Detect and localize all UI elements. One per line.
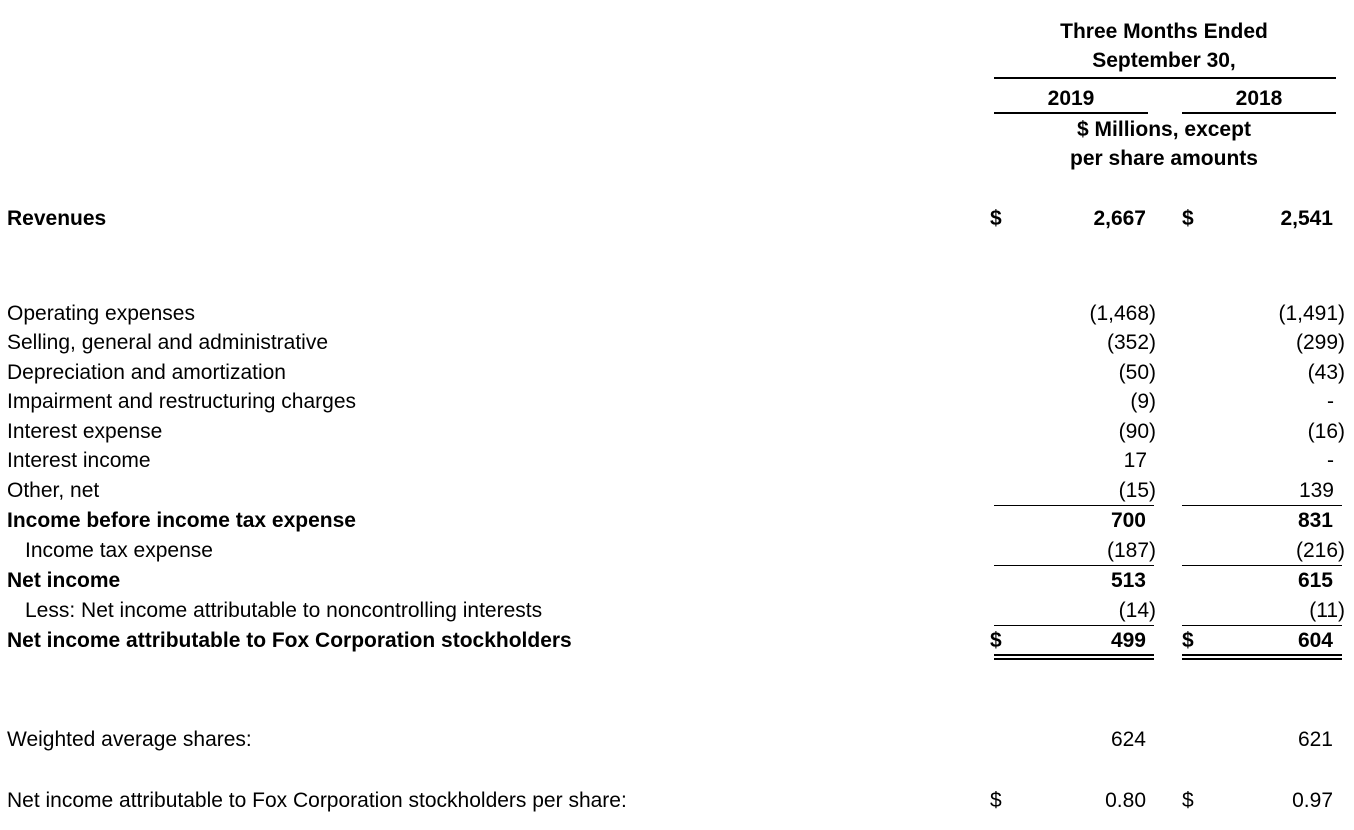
currency-symbol: $ <box>1182 629 1194 652</box>
year-2019-rule <box>994 112 1148 114</box>
value-2018-depreciation: (43) <box>1307 361 1345 384</box>
value-2018-income-before-tax: 831 <box>1297 509 1333 532</box>
value-2018-net-income-fox: 604 <box>1297 629 1333 652</box>
value-2018-weighted-shares: 621 <box>1297 728 1333 751</box>
subtotal-rule-2019 <box>994 625 1154 626</box>
value-2018-interest-expense: (16) <box>1307 420 1345 443</box>
currency-symbol: $ <box>1182 207 1194 230</box>
value-2019-interest-expense: (90) <box>1118 420 1156 443</box>
period-header-line1: Three Months Ended <box>1060 20 1268 43</box>
value-2019-sga: (352) <box>1106 331 1156 354</box>
value-2018-interest-income: - <box>1327 449 1334 472</box>
currency-symbol: $ <box>1182 789 1194 812</box>
value-2019-income-tax: (187) <box>1106 539 1156 562</box>
period-header-line2: September 30, <box>1092 49 1236 72</box>
currency-symbol: $ <box>990 207 1002 230</box>
row-label-net-income-fox: Net income attributable to Fox Corporation stockholders <box>7 629 572 652</box>
row-label-impairment: Impairment and restructuring charges <box>7 390 356 413</box>
row-label-operating-expenses: Operating expenses <box>7 302 195 325</box>
year-2019-header: 2019 <box>1047 87 1095 110</box>
year-2018-header: 2018 <box>1235 87 1283 110</box>
value-2019-revenues: 2,667 <box>1093 207 1146 230</box>
value-2018-other-net: 139 <box>1298 479 1334 502</box>
total-double-rule-2019-top <box>994 654 1154 656</box>
subtotal-rule-2018 <box>1182 625 1342 626</box>
value-2019-interest-income: 17 <box>1123 449 1147 472</box>
row-label-net-income: Net income <box>7 569 121 592</box>
value-2018-eps: 0.97 <box>1292 789 1333 812</box>
value-2019-operating-expenses: (1,468) <box>1089 302 1156 325</box>
value-2018-income-tax: (216) <box>1295 539 1345 562</box>
year-2018-rule <box>1182 112 1336 114</box>
total-double-rule-2018-bottom <box>1182 658 1342 660</box>
value-2019-net-income: 513 <box>1110 569 1146 592</box>
currency-symbol: $ <box>990 629 1002 652</box>
value-2018-impairment: - <box>1327 390 1334 413</box>
header-rule <box>994 77 1336 79</box>
value-2018-net-income: 615 <box>1297 569 1333 592</box>
total-double-rule-2019-bottom <box>994 658 1154 660</box>
value-2019-eps: 0.80 <box>1105 789 1146 812</box>
value-2018-revenues: 2,541 <box>1280 207 1333 230</box>
value-2019-depreciation: (50) <box>1118 361 1156 384</box>
value-2018-sga: (299) <box>1295 331 1345 354</box>
row-label-eps: Net income attributable to Fox Corporation stockholders per share: <box>7 789 627 812</box>
row-label-depreciation: Depreciation and amortization <box>7 361 286 384</box>
units-header-line2: per share amounts <box>1070 147 1258 170</box>
row-label-interest-income: Interest income <box>7 449 151 472</box>
units-header-line1: $ Millions, except <box>1077 118 1251 141</box>
row-label-nci: Less: Net income attributable to noncontrolling interests <box>25 599 543 622</box>
total-double-rule-2018-top <box>1182 654 1342 656</box>
row-label-weighted-shares: Weighted average shares: <box>7 728 252 751</box>
value-2018-operating-expenses: (1,491) <box>1278 302 1345 325</box>
value-2019-income-before-tax: 700 <box>1110 509 1146 532</box>
subtotal-rule-2018 <box>1182 505 1342 506</box>
row-label-income-tax: Income tax expense <box>25 539 213 562</box>
value-2018-nci: (11) <box>1309 599 1345 622</box>
value-2019-weighted-shares: 624 <box>1110 728 1146 751</box>
subtotal-rule-2019 <box>994 505 1154 506</box>
currency-symbol: $ <box>990 789 1002 812</box>
row-label-sga: Selling, general and administrative <box>7 331 329 354</box>
value-2019-other-net: (15) <box>1118 479 1156 502</box>
row-label-revenues: Revenues <box>7 207 107 230</box>
subtotal-rule-2018 <box>1182 565 1342 566</box>
value-2019-impairment: (9) <box>1130 390 1156 413</box>
row-label-other-net: Other, net <box>7 479 100 502</box>
row-label-interest-expense: Interest expense <box>7 420 163 443</box>
value-2019-net-income-fox: 499 <box>1110 629 1146 652</box>
subtotal-rule-2019 <box>994 565 1154 566</box>
row-label-income-before-tax: Income before income tax expense <box>7 509 356 532</box>
value-2019-nci: (14) <box>1118 599 1156 622</box>
